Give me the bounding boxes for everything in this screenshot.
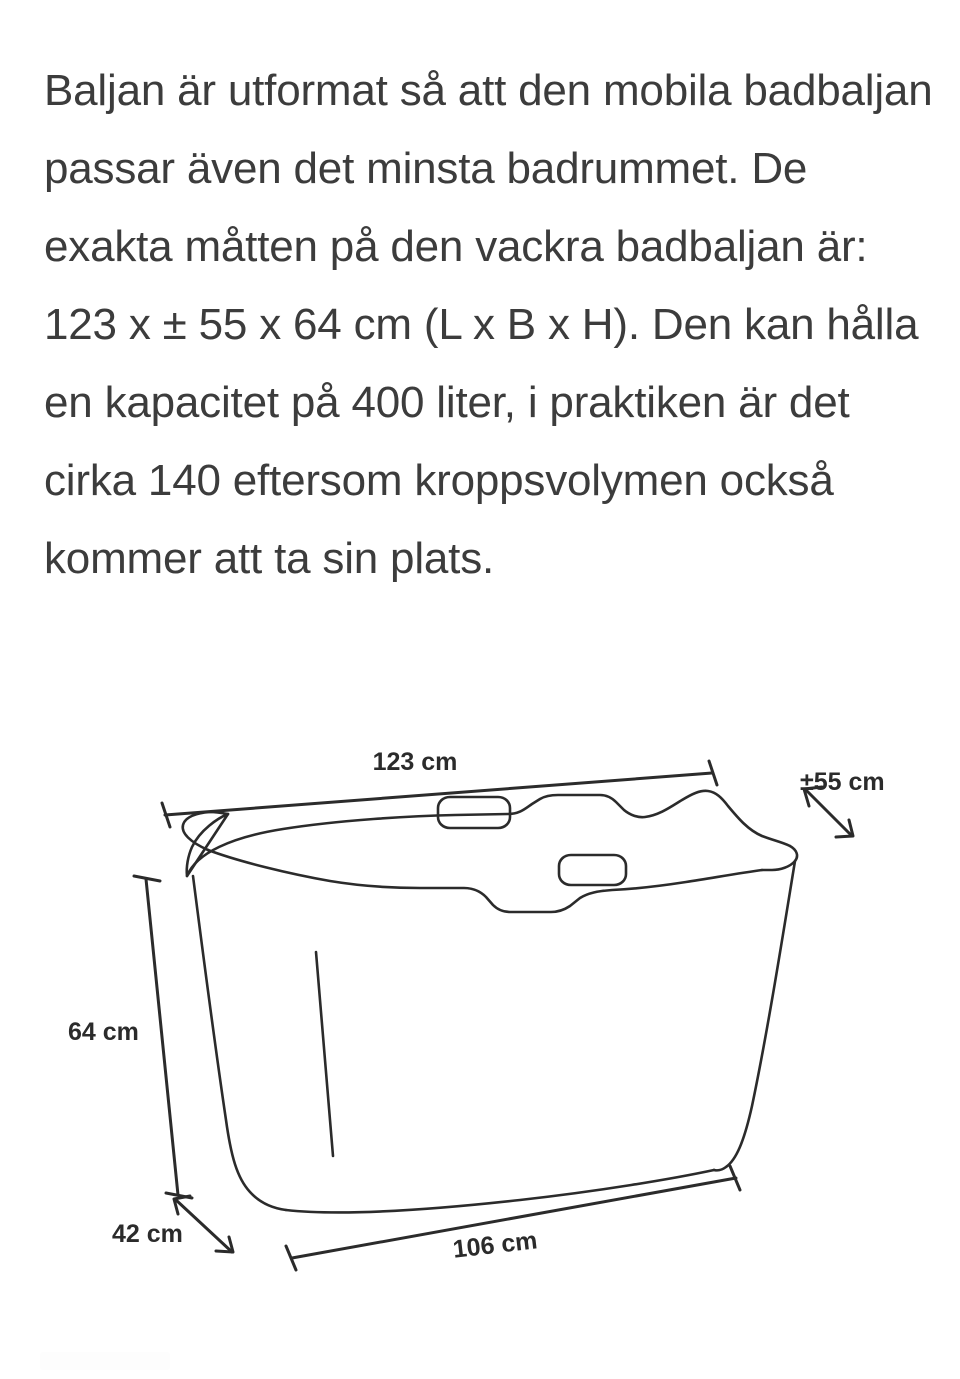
bathtub-dimension-diagram: [0, 690, 960, 1310]
tub-handle-front: [559, 855, 626, 885]
dim-label-height-side: 64 cm: [68, 1018, 139, 1046]
dim-label-base-depth: 42 cm: [112, 1220, 183, 1248]
dim-line-42: [176, 1200, 232, 1252]
tub-rim-front-edge: [208, 850, 762, 912]
tub-handle-back: [438, 797, 510, 828]
tub-wall-left: [193, 876, 286, 1210]
dim-label-width-depth: ±55 cm: [800, 768, 885, 796]
tub-bottom: [286, 1170, 714, 1212]
tub-outline-group: [183, 791, 797, 1213]
tub-wall-right: [714, 861, 795, 1170]
bathtub-diagram-svg: [0, 690, 960, 1310]
tub-inner-seam: [316, 952, 333, 1156]
dim-line-64: [146, 879, 178, 1195]
dim-label-length-top: 123 cm: [372, 748, 458, 776]
tub-rim-back-edge: [187, 791, 790, 876]
product-description-paragraph: Baljan är utformat så att den mobila badbaljan passar även det minsta badrummet. De exakta måtten på den vackra badbaljan är: 123 x ± 55 x 64 cm (L x B x H). Den kan hålla en kapacitet på 400 liter, i praktiken är det cirka 140 eftersom kroppsvolymen också kommer att ta sin plats.: [44, 66, 945, 583]
dim-label-base-length: 106 cm: [451, 1226, 539, 1264]
dim-line-55: [806, 790, 852, 836]
bottom-edge-artifact: [40, 1352, 170, 1370]
tub-rim-right-cap: [762, 846, 797, 870]
